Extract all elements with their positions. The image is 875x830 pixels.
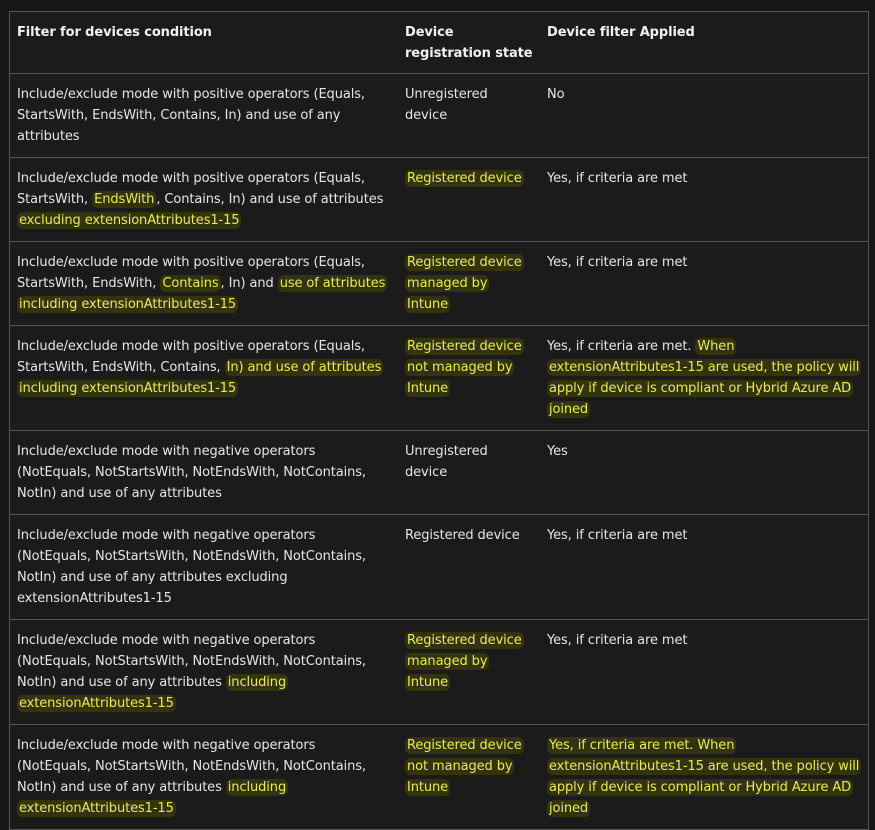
highlighted-text: Registered device managed by Intune xyxy=(407,255,522,312)
cell-registration-state xyxy=(398,242,540,326)
highlighted-text: use of attributes including extensionAttributes1-15 xyxy=(19,276,386,312)
cell-registration-state xyxy=(398,431,540,515)
highlighted-text: including extensionAttributes1-15 xyxy=(19,675,287,711)
cell-condition xyxy=(10,242,398,326)
cell-text: Yes xyxy=(547,444,568,459)
cell-text: Yes, if criteria are met. xyxy=(547,339,696,354)
filter-table xyxy=(10,12,868,829)
cell-filter-applied xyxy=(540,326,868,431)
highlighted-text: EndsWith xyxy=(94,192,155,207)
highlighted-text: Registered device managed by Intune xyxy=(407,633,522,690)
cell-text: Include/exclude mode with positive operators (Equals, StartsWith, EndsWith, Contains, xyxy=(17,339,365,375)
highlighted-text: Contains xyxy=(162,276,219,291)
highlighted-text: Registered device xyxy=(407,171,522,186)
cell-filter-applied xyxy=(540,74,868,158)
cell-text: Registered device xyxy=(405,528,520,543)
table-row xyxy=(10,326,868,431)
table-header-row xyxy=(10,12,868,74)
cell-text: Include/exclude mode with negative operators (NotEquals, NotStartsWith, NotEndsWith, NotContains, NotIn) and use of any attributes xyxy=(17,738,366,795)
cell-registration-state xyxy=(398,620,540,725)
table-row xyxy=(10,725,868,830)
device-filter-table xyxy=(9,11,869,830)
cell-text: Unregistered device xyxy=(405,87,488,123)
cell-filter-applied xyxy=(540,725,868,830)
cell-text: No xyxy=(547,87,565,102)
highlighted-text: When extensionAttributes1-15 are used, the policy will apply if device is compliant or Hybrid Azure AD joined xyxy=(549,339,860,417)
cell-registration-state xyxy=(398,326,540,431)
cell-text: Yes, if criteria are met xyxy=(547,528,688,543)
cell-condition xyxy=(10,515,398,620)
cell-condition xyxy=(10,620,398,725)
table-row xyxy=(10,74,868,158)
highlighted-text: In) and use of attributes including extensionAttributes1-15 xyxy=(19,360,382,396)
cell-condition xyxy=(10,158,398,242)
cell-text: Include/exclude mode with negative operators (NotEquals, NotStartsWith, NotEndsWith, NotContains, NotIn) and use of any attributes xyxy=(17,633,366,690)
cell-text: , In) and xyxy=(220,276,278,291)
cell-registration-state xyxy=(398,74,540,158)
header-filter-applied: Device filter Applied xyxy=(547,25,695,40)
table-row xyxy=(10,158,868,242)
table-row xyxy=(10,620,868,725)
cell-text: Include/exclude mode with negative operators (NotEquals, NotStartsWith, NotEndsWith, NotContains, NotIn) and use of any attributes xyxy=(17,444,366,501)
table-row xyxy=(10,242,868,326)
cell-registration-state xyxy=(398,158,540,242)
cell-text: Yes, if criteria are met xyxy=(547,171,688,186)
highlighted-text: Registered device not managed by Intune xyxy=(407,339,522,396)
cell-registration-state xyxy=(398,725,540,830)
cell-text: Include/exclude mode with positive operators (Equals, StartsWith, EndsWith, xyxy=(17,255,365,291)
cell-text: Include/exclude mode with positive operators (Equals, StartsWith, EndsWith, Contains, In) and use of any attributes xyxy=(17,87,365,144)
cell-filter-applied xyxy=(540,431,868,515)
cell-filter-applied xyxy=(540,515,868,620)
table-body xyxy=(10,74,868,830)
highlighted-text: including extensionAttributes1-15 xyxy=(19,780,287,816)
cell-condition xyxy=(10,326,398,431)
highlighted-text: excluding extensionAttributes1-15 xyxy=(19,213,240,228)
cell-filter-applied xyxy=(540,620,868,725)
cell-condition xyxy=(10,431,398,515)
highlighted-text: Registered device not managed by Intune xyxy=(407,738,522,795)
cell-text: , Contains, In) and use of attributes xyxy=(156,192,384,207)
highlighted-text: Yes, if criteria are met. When extensionAttributes1-15 are used, the policy will apply if device is compliant or Hybrid Azure AD joined xyxy=(549,738,860,816)
header-registration-state: Device registration state xyxy=(405,25,533,61)
cell-filter-applied xyxy=(540,242,868,326)
cell-text: Include/exclude mode with positive operators (Equals, StartsWith, xyxy=(17,171,365,207)
cell-text: Include/exclude mode with negative operators (NotEquals, NotStartsWith, NotEndsWith, NotContains, NotIn) and use of any attributes excluding extensionAttributes1-15 xyxy=(17,528,366,606)
cell-condition xyxy=(10,74,398,158)
cell-text: Yes, if criteria are met xyxy=(547,255,688,270)
cell-text: Yes, if criteria are met xyxy=(547,633,688,648)
table-row xyxy=(10,515,868,620)
cell-filter-applied xyxy=(540,158,868,242)
cell-registration-state xyxy=(398,515,540,620)
table-row xyxy=(10,431,868,515)
header-condition: Filter for devices condition xyxy=(17,25,212,40)
cell-condition xyxy=(10,725,398,830)
cell-text: Unregistered device xyxy=(405,444,488,480)
